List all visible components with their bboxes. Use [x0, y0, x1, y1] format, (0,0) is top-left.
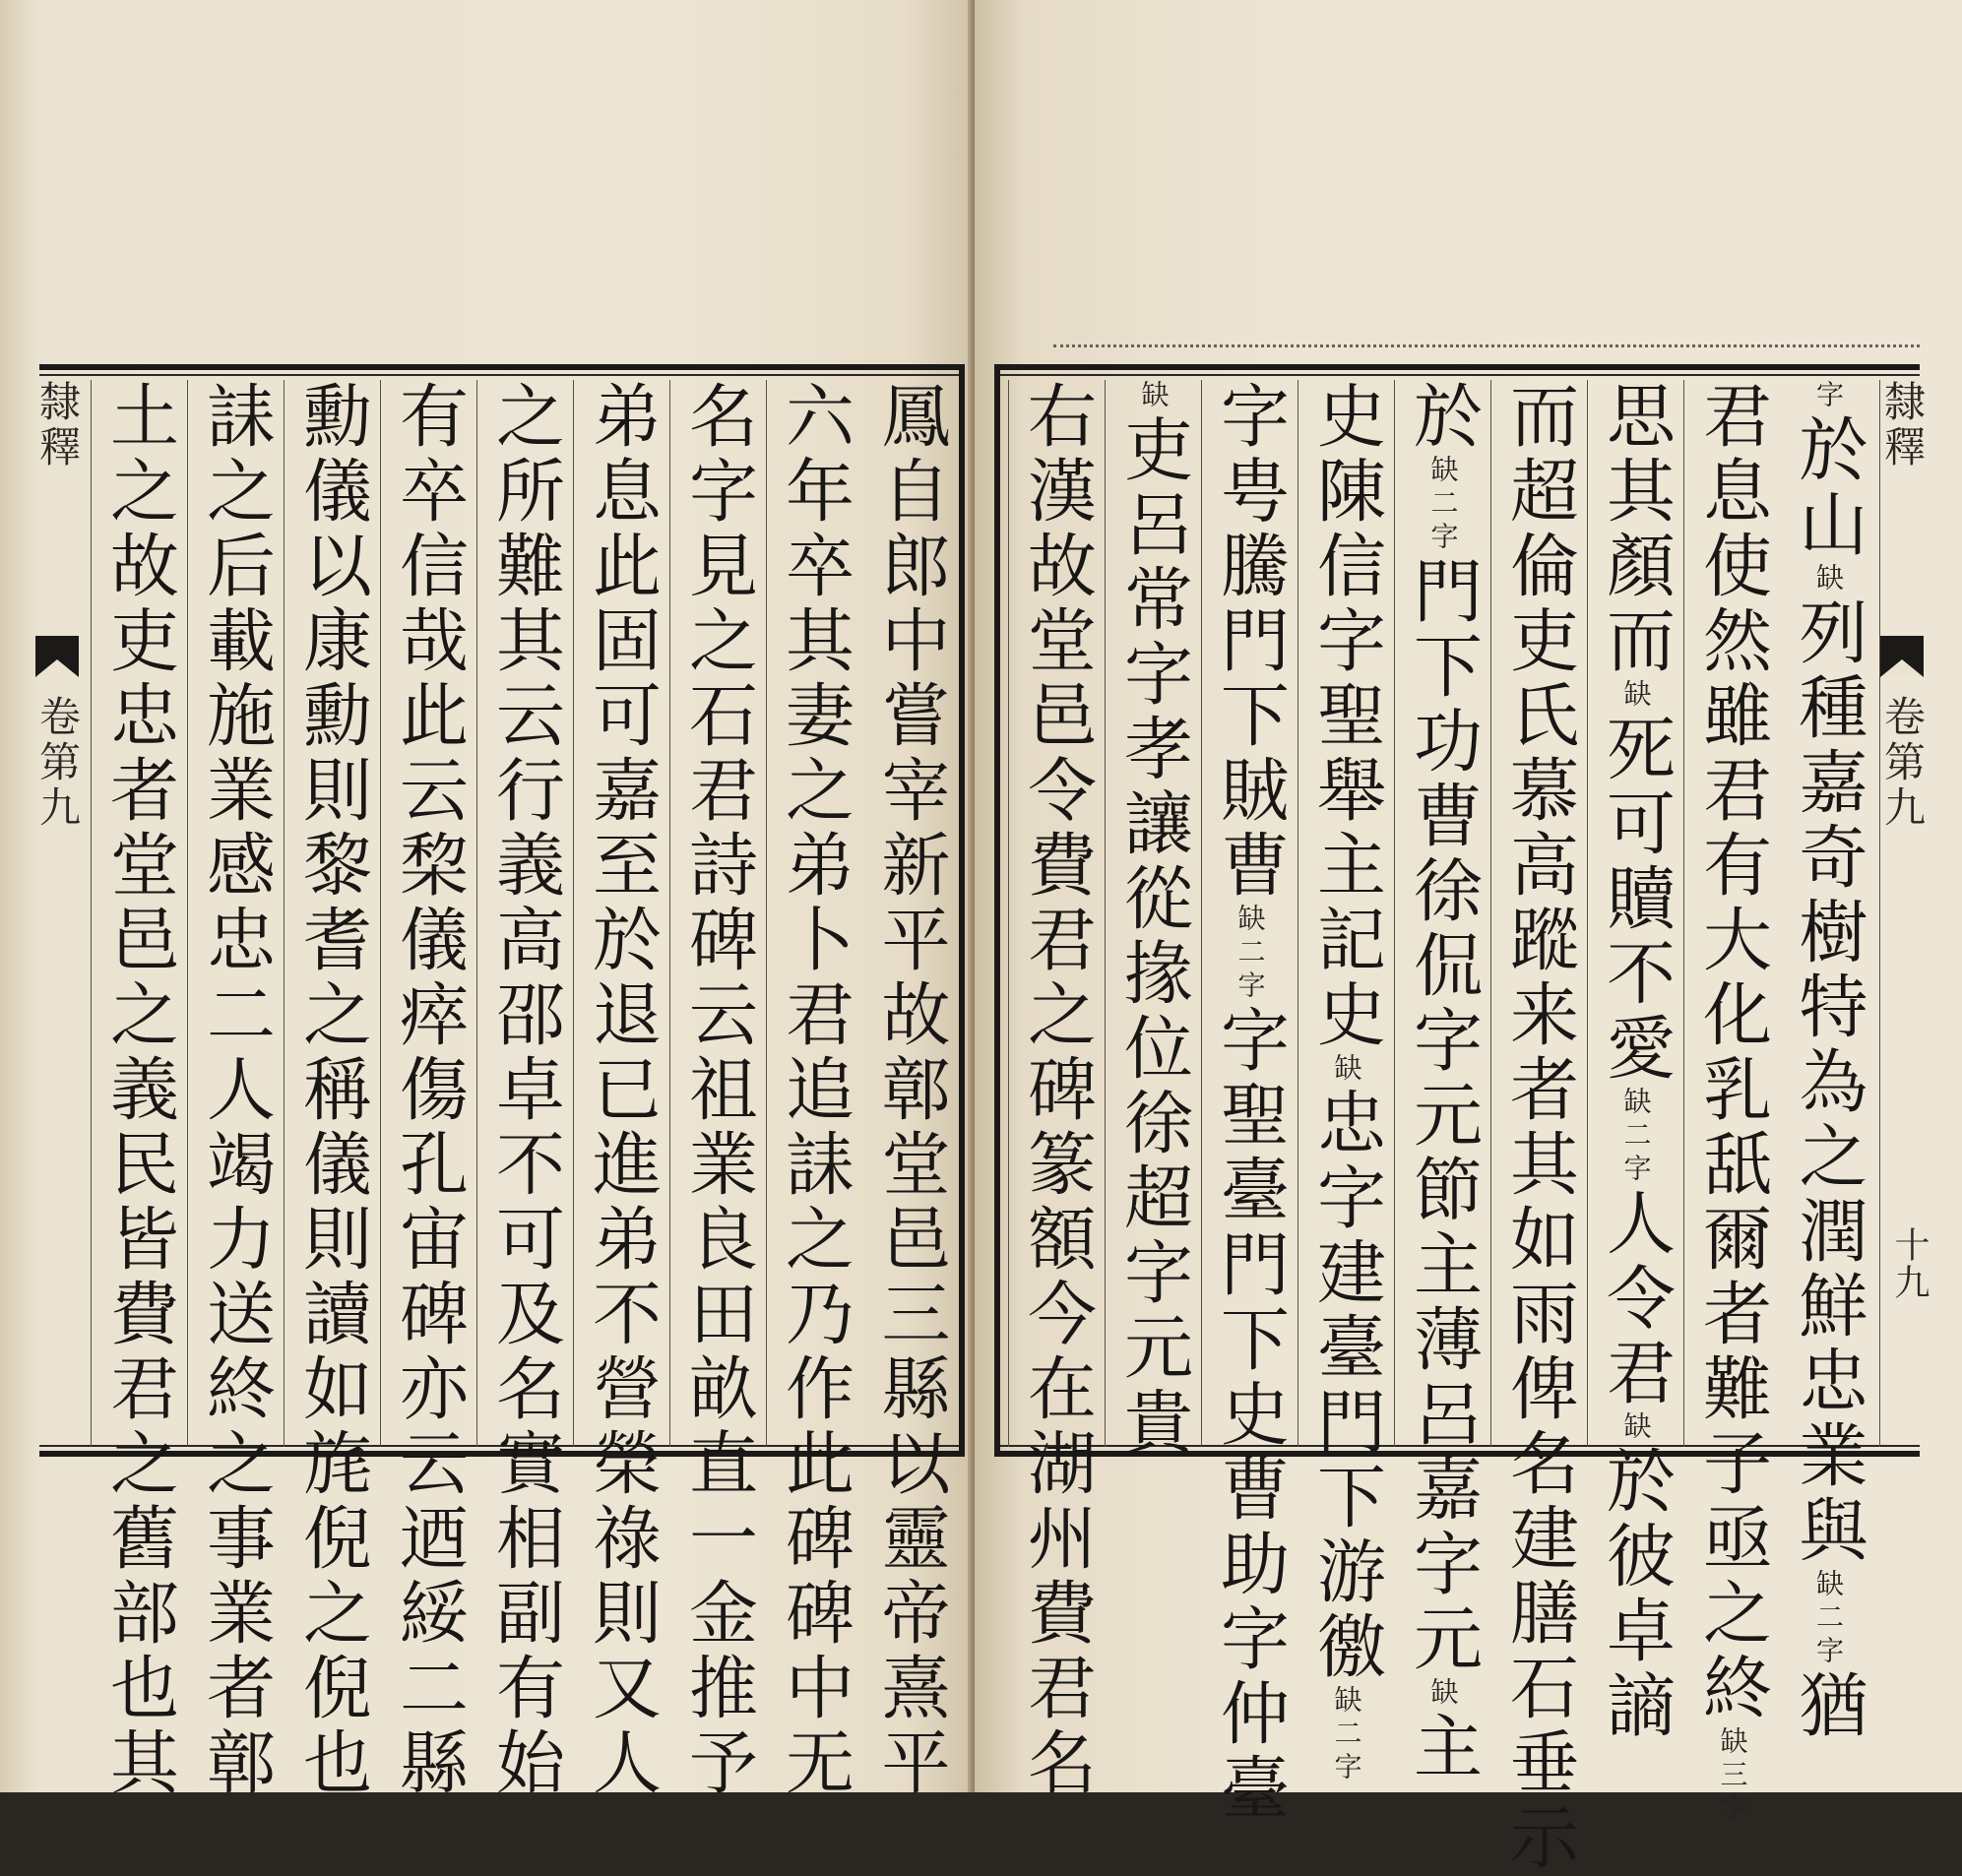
left-margin-volume: 卷第九 — [33, 695, 82, 831]
column-text — [1305, 380, 1387, 1785]
left-margin-strip — [33, 380, 82, 1447]
right-column-4 — [1490, 380, 1587, 1876]
fishtail-mark — [1880, 636, 1924, 677]
text-run: 思其顏而 — [1595, 380, 1677, 679]
right-column-2 — [1683, 380, 1780, 1827]
text-run: 主 — [1402, 1711, 1484, 1785]
right-column-9 — [1008, 380, 1105, 1801]
column-text: 誄之后載施業感忠二人竭力送終之事業者鄣 — [195, 380, 277, 1801]
column-text: 鳳自郎中嘗宰新平故鄣堂邑三縣以靈帝熹平 — [870, 380, 951, 1801]
column-text — [1691, 380, 1773, 1827]
column-text: 名字見之石君詩碑云祖業良田畝直一金推予 — [677, 380, 759, 1801]
right-text-frame — [994, 364, 1930, 1876]
left-column-5 — [476, 380, 573, 1801]
column-text: 弟息此固可嘉至於退已進弟不營榮祿則又人 — [581, 380, 663, 1801]
left-column-6 — [380, 380, 476, 1801]
column-text: 而超倫吏氏慕高蹤来者其如雨俾名建膳石垂示 — [1498, 380, 1580, 1876]
column-text: 右漢故堂邑令費君之碑篆額今在湖州費君名 — [1016, 380, 1098, 1801]
left-page — [0, 0, 975, 1801]
text-run: 吏呂常字孝讓從掾位徐超字元貴 — [1112, 413, 1194, 1461]
left-column-1 — [862, 380, 959, 1801]
lacuna-note: 缺 — [1619, 1411, 1653, 1445]
text-run: 於 — [1402, 380, 1484, 455]
frame-inner-rule — [39, 374, 959, 376]
column-text — [1402, 380, 1484, 1785]
column-text — [1112, 380, 1194, 1461]
page-number: 十九 — [1889, 1226, 1930, 1301]
column-text — [1788, 380, 1868, 1744]
text-run: 死可贖不愛 — [1595, 713, 1677, 1087]
text-run: 人令君 — [1595, 1187, 1677, 1411]
right-column-6 — [1297, 380, 1394, 1785]
column-text: 勳儀以康勳則黎耆之稱儀則讀如旄倪之倪也 — [291, 380, 373, 1801]
frame-inner-rule — [1000, 374, 1920, 376]
right-column-8 — [1105, 380, 1201, 1461]
left-column-3 — [669, 380, 766, 1801]
left-margin-title: 隸釋 — [33, 380, 82, 470]
text-run: 門下功曹徐侃字元節主薄呂嘉字元 — [1402, 555, 1484, 1677]
left-column-7 — [284, 380, 380, 1801]
annotation: 字 — [1812, 380, 1845, 413]
left-text-frame — [33, 364, 965, 1801]
right-margin-title: 隸釋 — [1878, 380, 1927, 470]
lacuna-note: 缺 — [1619, 679, 1653, 713]
left-column-4 — [573, 380, 669, 1801]
left-column-2 — [766, 380, 862, 1801]
lacuna-note: 缺二字 — [1812, 1569, 1845, 1669]
fishtail-mark — [35, 636, 79, 677]
text-run: 史陳信字聖舉主記史 — [1305, 380, 1387, 1053]
column-text: 之所難其云行義高邵卓不可及名實相副有始 — [484, 380, 566, 1801]
lacuna-note: 缺二字 — [1330, 1685, 1363, 1785]
text-run: 於山 — [1788, 413, 1868, 563]
lacuna-note: 缺 — [1330, 1053, 1363, 1087]
text-run: 猶 — [1788, 1669, 1868, 1744]
column-text: 六年卒其妻之弟卜君追誄之乃作此碑碑中无 — [774, 380, 855, 1801]
left-column-9 — [91, 380, 187, 1801]
text-run: 字聖臺門下史曹助字仲臺 — [1209, 1004, 1291, 1827]
column-text — [1595, 380, 1677, 1744]
text-run: 字甹騰門下賊曹 — [1209, 380, 1291, 904]
lacuna-note: 缺 — [1426, 1677, 1460, 1711]
text-run: 君息使然雖君有大化乳舐爾者難子亟之終 — [1691, 380, 1773, 1726]
right-column-7 — [1201, 380, 1297, 1827]
lacuna-note: 缺二字 — [1426, 455, 1460, 555]
lacuna-note: 缺二字 — [1234, 904, 1267, 1004]
lacuna-note: 缺二字 — [1619, 1087, 1653, 1187]
right-margin-strip — [1878, 380, 1930, 1447]
text-run: 列種嘉奇樹特為之潤鮮忠業與 — [1788, 596, 1868, 1569]
text-run: 忠字建臺門下游徼 — [1305, 1087, 1387, 1685]
lacuna-note: 缺 — [1137, 380, 1171, 413]
text-run: 於彼卓謪 — [1595, 1445, 1677, 1744]
column-text: 土之故吏忠者堂邑之義民皆費君之舊部也其 — [98, 380, 180, 1801]
right-column-5 — [1394, 380, 1490, 1785]
column-text — [1209, 380, 1291, 1827]
right-column-3 — [1587, 380, 1683, 1744]
column-text: 有卒信哉此云棃儀瘁傷孔宙碑亦云迺綏二縣 — [388, 380, 470, 1801]
top-edge-rule — [1053, 344, 1920, 350]
lacuna-note: 缺三字 — [1716, 1726, 1749, 1827]
right-margin-volume: 卷第九 — [1878, 695, 1927, 831]
left-column-8 — [187, 380, 284, 1801]
lacuna-note: 缺 — [1812, 563, 1845, 596]
right-column-1 — [1780, 380, 1876, 1744]
